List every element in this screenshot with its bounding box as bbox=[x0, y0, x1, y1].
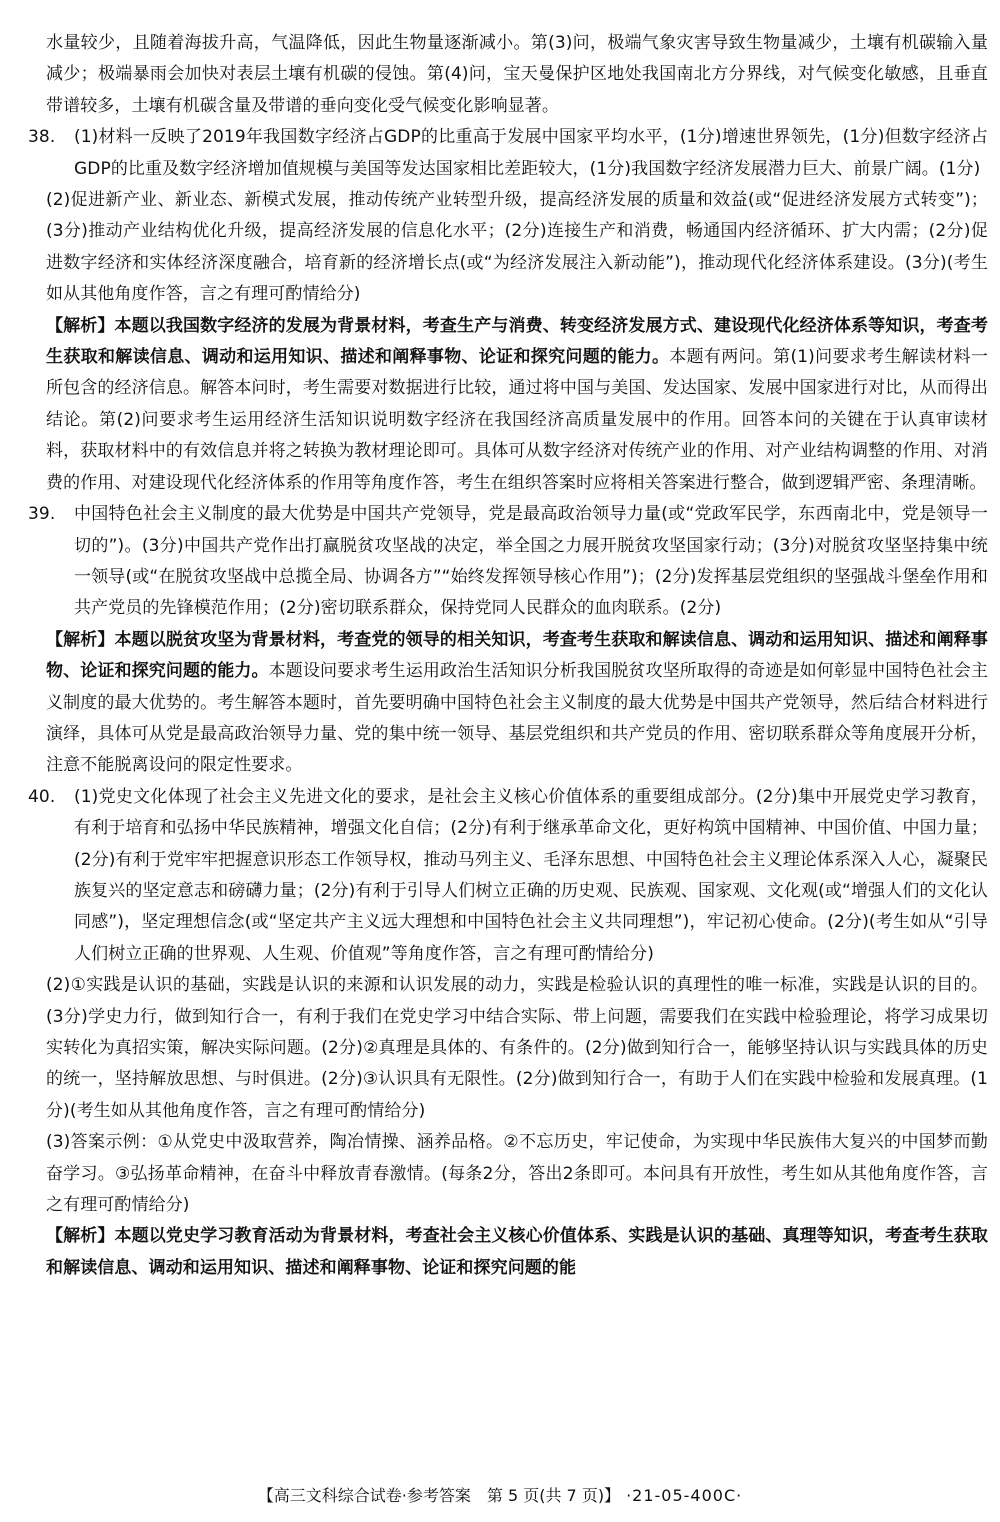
paragraph-text: (1)材料一反映了2019年我国数字经济占GDP的比重高于发展中国家平均水平，(1分)增速世界领先，(1分)但数字经济占GDP的比重及数字经济增加值规模与美国等发达国家相比差距较大，(1分)我国数字经济发展潜力巨大、前景广阔。(1分) bbox=[74, 127, 988, 179]
analysis-heading: 【解析】本题以脱贫攻坚为背景材料，考查党的领导的相关知识，考查考生获取和解读信息、调动和运用知识、描述和阐释事物、论证和探究问题的能力。 bbox=[46, 629, 988, 682]
question-number: 40. bbox=[28, 786, 56, 807]
paragraph-text: 水量较少，且随着海拔升高，气温降低，因此生物量逐渐减小。第(3)问，极端气象灾害导致生物量减少，土壤有机碳输入量减少；极端暴雨会加快对表层土壤有机碳的侵蚀。第(4)问，宝天曼保护区地处我国南北方分界线，对气候变化敏感，且垂直带谱较多，土壤有机碳含量及带谱的垂向变化受气候变化影响显著。 bbox=[46, 33, 988, 116]
paragraph-q40jx bbox=[28, 1221, 988, 1284]
paragraph-text: (3)答案示例：①从党史中汲取营养，陶冶情操、涵养品格。②不忘历史，牢记使命，为实现中华民族伟大复兴的中国梦而勤奋学习。③弘扬革命精神，在奋斗中释放青春激情。(每条2分，答出2条即可。本问具有开放性，考生如从其他角度作答，言之有理可酌情给分) bbox=[46, 1132, 988, 1216]
paragraph-q40b bbox=[28, 970, 988, 1127]
answer-content bbox=[28, 28, 988, 1284]
page-footer bbox=[0, 1484, 1000, 1508]
paragraph-q38a bbox=[28, 122, 988, 185]
paragraph-q38jx bbox=[28, 311, 988, 499]
paragraph-text: (2)促进新产业、新业态、新模式发展，推动传统产业转型升级，提高经济发展的质量和效益(或“促进经济发展方式转变”)；(3分)推动产业结构优化升级，提高经济发展的信息化水平；(2分)连接生产和消费，畅通国内经济循环、扩大内需；(2分)促进数字经济和实体经济深度融合，培育新的经济增长点(或“为经济发展注入新动能”)，推动现代化经济体系建设。(3分)(考生如从其他角度作答，言之有理可酌情给分) bbox=[46, 190, 988, 305]
paragraph-text: (1)党史文化体现了社会主义先进文化的要求，是社会主义核心价值体系的重要组成部分。(2分)集中开展党史学习教育，有利于培育和弘扬中华民族精神，增强文化自信；(2分)有利于继承革命文化，更好构筑中国精神、中国价值、中国力量；(2分)有利于党牢牢把握意识形态工作领导权，推动马列主义、毛泽东思想、中国特色社会主义理论体系深入人心，凝聚民族复兴的坚定意志和磅礴力量；(2分)有利于引导人们树立正确的历史观、民族观、国家观、文化观(或“增强人们的文化认同感”)，坚定理想信念(或“坚定共产主义远大理想和中国特色社会主义共同理想”)，牢记初心使命。(2分)(考生如从“引导人们树立正确的世界观、人生观、价值观”等角度作答，言之有理可酌情给分) bbox=[74, 786, 988, 964]
paragraph-q38b bbox=[28, 185, 988, 311]
footer-code: ·21-05-400C· bbox=[626, 1486, 743, 1505]
paragraph-text: 本题设问要求考生运用政治生活知识分析我国脱贫攻坚所取得的奇迹是如何彰显中国特色社会主义制度的最大优势的。考生解答本题时，首先要明确中国特色社会主义制度的最大优势是中国共产党领导，然后结合材料进行演绎，具体可从党是最高政治领导力量、党的集中统一领导、基层党组织和共产党员的作用、密切联系群众等角度展开分析，注意不能脱离设问的限定性要求。 bbox=[46, 661, 988, 776]
footer-title: 【高三文科综合试卷·参考答案 第 5 页(共 7 页)】 bbox=[257, 1486, 613, 1505]
paragraph-q40c bbox=[28, 1127, 988, 1221]
paragraph-p0 bbox=[28, 28, 988, 122]
paragraph-text: 本题有两问。第(1)问要求考生解读材料一所包含的经济信息。解答本问时，考生需要对数据进行比较，通过将中国与美国、发达国家、发展中国家进行对比，从而得出结论。第(2)问要求考生运用经济生活知识说明数字经济在我国经济高质量发展中的作用。回答本问的关键在于认真审读材料，获取材料中的有效信息并将之转换为教材理论即可。具体可从数字经济对传统产业的作用、对产业结构调整的作用、对消费的作用、对建设现代化经济体系的作用等角度作答，考生在组织答案时应将相关答案进行整合，做到逻辑严密、条理清晰。 bbox=[46, 347, 988, 493]
question-number: 38. bbox=[28, 127, 56, 148]
question-number: 39. bbox=[28, 504, 56, 525]
analysis-heading: 【解析】本题以党史学习教育活动为背景材料，考查社会主义核心价值体系、实践是认识的基础、真理等知识，考查考生获取和解读信息、调动和运用知识、描述和阐释事物、论证和探究问题的能 bbox=[46, 1226, 988, 1278]
paragraph-q40a bbox=[28, 782, 988, 970]
paragraph-q39jx bbox=[28, 625, 988, 782]
paragraph-text: 中国特色社会主义制度的最大优势是中国共产党领导，党是最高政治领导力量(或“党政军民学，东西南北中，党是领导一切的”)。(3分)中国共产党作出打赢脱贫攻坚战的决定，举全国之力展开脱贫攻坚国家行动；(3分)对脱贫攻坚坚持集中统一领导(或“在脱贫攻坚战中总揽全局、协调各方”“始终发挥领导核心作用”)；(2分)发挥基层党组织的坚强战斗堡垒作用和共产党员的先锋模范作用；(2分)密切联系群众，保持党同人民群众的血肉联系。(2分) bbox=[74, 504, 988, 619]
paragraph-q39a bbox=[28, 499, 988, 625]
analysis-heading: 【解析】本题以我国数字经济的发展为背景材料，考查生产与消费、转变经济发展方式、建设现代化经济体系等知识，考查考生获取和解读信息、调动和运用知识、描述和阐释事物、论证和探究问题的能力。 bbox=[46, 315, 988, 368]
paragraph-text: (2)①实践是认识的基础，实践是认识的来源和认识发展的动力，实践是检验认识的真理性的唯一标准，实践是认识的目的。(3分)学史力行，做到知行合一，有利于我们在党史学习中结合实际、带上问题，需要我们在实践中检验理论，将学习成果切实转化为真招实策，解决实际问题。(2分)②真理是具体的、有条件的。(2分)做到知行合一，能够坚持认识与实践具体的历史的统一，坚持解放思想、与时俱进。(2分)③认识具有无限性。(2分)做到知行合一，有助于人们在实践中检验和发展真理。(1分)(考生如从其他角度作答，言之有理可酌情给分) bbox=[46, 975, 988, 1121]
